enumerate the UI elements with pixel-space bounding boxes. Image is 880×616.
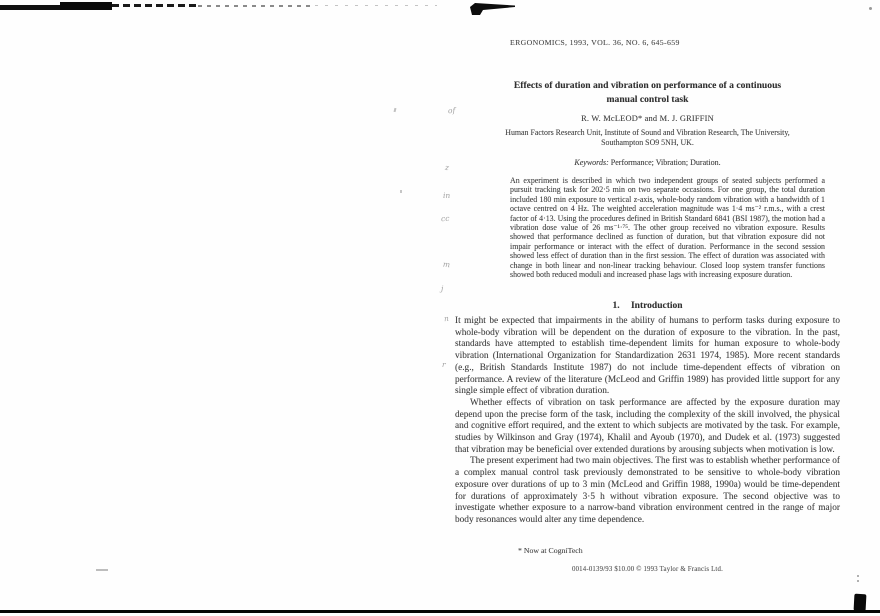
section-number: 1. [612, 301, 620, 311]
scan-dash-artifact [198, 5, 313, 7]
keywords-text: Performance; Vibration; Duration. [610, 158, 721, 167]
paper-title-line1: Effects of duration and vibration on performance of a continuous [513, 80, 782, 91]
paragraph: The present experiment had two main objectives. The first was to establish whether performance of a complex manual control task previously demonstrated to be sensitive to whole-body vibration exposure over durations of up to 3 min (McLeod and Griffin 1988, 1990a) would be time-dependent for durations of approximately 3·5 h without vibration exposure. The second objective was to investigate whether exposure to a narrow-band vibration environment centred in the range of major body resonances would alter any time dependence. [455, 456, 840, 525]
affiliation [455, 128, 840, 148]
abstract-text: An experiment is described in which two independent groups of seated subjects performed a pursuit tracking task for 202·5 min on two separate occasions. For one group, the total duration included 180 min exposure to vertical z-axis, whole-body random vibration with a bandwidth of 1 octave centred on 4 Hz. The weighted acceleration magnitude was 1·4 ms⁻² r.m.s., with a crest factor of 4·13. Using the procedures defined in British Standard 6841 (BSI 1987), the motion had a vibration dose value of 26 ms⁻¹·⁷⁵. The other group received no vibration exposure. Results showed that performance declined as function of duration, but that vibration exposure did not impair performance or interact with the effect of duration. Performance in the second session showed less effect of duration than in the first session. The effect of duration was associated with change in both linear and non-linear tracking behaviour. Closed loop system transfer functions showed both reduced moduli and increased phase lags with increasing exposure duration. [510, 176, 825, 280]
paper-title [455, 79, 840, 107]
margin-annotation: m [442, 259, 451, 270]
scan-dash-artifact [315, 5, 437, 6]
margin-annotation: z [444, 162, 450, 173]
keywords-label: Keywords: [574, 158, 609, 167]
margin-annotation: in [443, 191, 451, 200]
scan-speck [394, 108, 397, 112]
introduction-body [455, 316, 840, 527]
scan-dash-artifact [112, 4, 198, 7]
ink-dot [857, 580, 859, 582]
copyright-imprint: 0014-0139/93 $10.00 © 1993 Taylor & Francis Ltd. [571, 566, 724, 573]
paper-title-line2: manual control task [606, 94, 689, 105]
margin-annotation: of [447, 105, 456, 116]
affiliation-line2: Southampton SO9 5NH, UK. [601, 138, 694, 147]
keywords-line [455, 158, 840, 167]
scan-bar-artifact [60, 2, 112, 10]
author-footnote: * Now at CogniTech [518, 546, 583, 555]
affiliation-line1: Human Factors Research Unit, Institute of Sound and Vibration Research, The University, [505, 128, 790, 137]
ink-blob [854, 594, 867, 612]
ink-dot [857, 575, 859, 577]
margin-annotation: cc [440, 213, 450, 224]
section-title: Introduction [630, 301, 683, 311]
margin-annotation: r [441, 359, 446, 370]
journal-header: ERGONOMICS, 1993, VOL. 36, NO. 6, 645-659 [510, 38, 680, 47]
margin-annotation: n [443, 313, 450, 324]
scan-speck [400, 190, 402, 193]
paragraph: It might be expected that impairments in the ability of humans to perform tasks during exposure to whole-body vibration will be dependent on the duration of exposure to the vibration. In the past, standards have attempted to establish time-dependent limits for human exposure to whole-body vibration (International Organization for Standardization 2631 1974, 1985). More recent standards (e.g., British Standards Institute 1987) do not include time-dependent effects of vibration on performance. A review of the literature (McLeod and Griffin 1989) has provided little support for any single simple effect of vibration duration. [455, 316, 840, 397]
margin-annotation: j [441, 284, 444, 293]
ink-dot [869, 7, 872, 10]
paragraph: Whether effects of vibration on task performance are affected by the exposure duration may depend upon the precise form of the task, including the complexity of the skill involved, the physical and cognitive effort required, and the extent to which subjects are motivated by the task. For example, studies by Wilkinson and Gray (1974), Khalil and Ayoub (1970), and Dudek et al. (1973) suggested that vibration may be beneficial over extended durations by arousing subjects when motivation is low. [455, 397, 840, 455]
scan-speck [96, 569, 108, 571]
section-heading-introduction [455, 301, 840, 311]
scan-bar-artifact [0, 5, 66, 10]
article-page [455, 0, 840, 616]
authors-line: R. W. McLEOD* and M. J. GRIFFIN [581, 114, 714, 123]
